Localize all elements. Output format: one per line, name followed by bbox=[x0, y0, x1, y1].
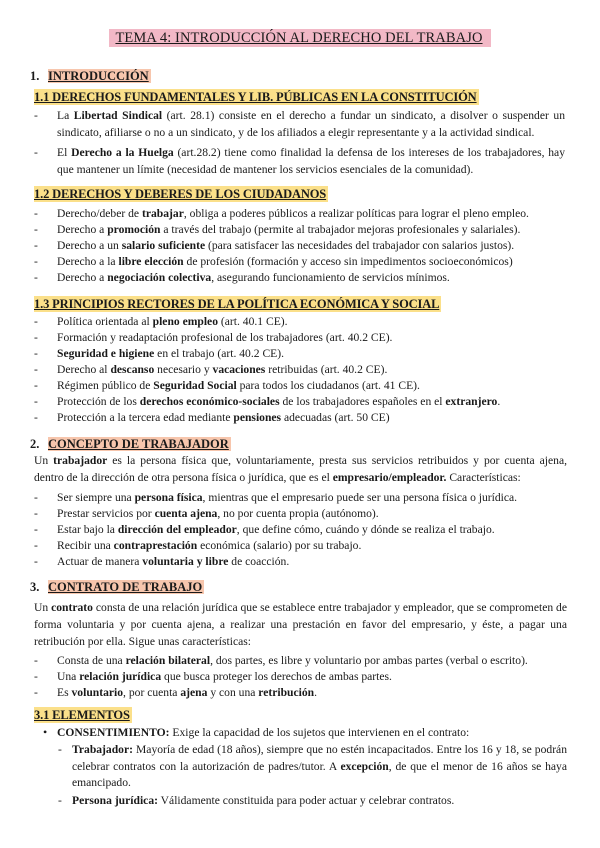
list-item: - Seguridad e higiene en el trabajo (art. 40.2 CE). bbox=[34, 347, 285, 360]
section-3-heading bbox=[30, 579, 204, 595]
subsection-1-1-heading: 1.1 DERECHOS FUNDAMENTALES Y LIB. PÚBLICAS EN LA CONSTITUCIÓN bbox=[34, 90, 477, 104]
list-item: - Derecho al descanso necesario y vacaciones retribuidas (art. 40.2 CE). bbox=[34, 363, 388, 376]
section-2-number: 2. bbox=[30, 437, 40, 451]
section-2-title: CONCEPTO DE TRABAJADOR bbox=[48, 437, 229, 451]
title-container bbox=[0, 29, 600, 47]
subsection-1-2-heading: 1.2 DERECHOS Y DEBERES DE LOS CIUDADANOS bbox=[34, 187, 327, 201]
list-item: - Política orientada al pleno empleo (art. 40.1 CE). bbox=[34, 315, 288, 328]
list-item: - Consta de una relación bilateral, dos partes, es libre y voluntario por ambas partes (verbal o escrito). bbox=[34, 654, 528, 667]
section-2-heading bbox=[30, 436, 231, 452]
list-item: - Formación y readaptación profesional de los trabajadores (art. 40.2 CE). bbox=[34, 331, 393, 344]
list-item: - Actuar de manera voluntaria y libre de coacción. bbox=[34, 555, 290, 568]
section-2-intro: Un trabajador es la persona física que, voluntariamente, presta sus servicios retribuidos y por cuenta ajena, dentro de la dirección de otra persona física o jurídica, que es el empresario/empleador. Características: bbox=[34, 454, 567, 484]
bullet-icon: • bbox=[43, 725, 48, 739]
list-item: - Derecho a un salario suficiente (para satisfacer las necesidades del trabajador con salarios justos). bbox=[34, 239, 515, 252]
list-item: - Derecho a negociación colectiva, asegurando funcionamiento de servicios mínimos. bbox=[34, 271, 450, 284]
section-3-number: 3. bbox=[30, 580, 40, 594]
list-item: - Una relación jurídica que busca proteger los derechos de ambas partes. bbox=[34, 670, 392, 683]
list-item: - La Libertad Sindical (art. 28.1) consiste en el derecho a fundar un sindicato, a disolver o suspender un sindicato, afiliarse o no a un sindicato, y de los afiliados a elegir representante y a la actividad sindical. bbox=[34, 109, 565, 139]
section-3-title: CONTRATO DE TRABAJO bbox=[48, 580, 203, 594]
list-item: - Protección a la tercera edad mediante pensiones adecuadas (art. 50 CE) bbox=[34, 411, 390, 424]
subsection-1-3-heading: 1.3 PRINCIPIOS RECTORES DE LA POLÍTICA ECONÓMICA Y SOCIAL bbox=[34, 297, 440, 311]
section-1-heading bbox=[30, 68, 151, 84]
list-item: - Recibir una contraprestación económica (salario) por su trabajo. bbox=[34, 539, 362, 552]
list-item: - El Derecho a la Huelga (art.28.2) tiene como finalidad la defensa de los intereses de los trabajadores, hay que mantener un límite (necesidad de mantener los servicios esenciales de la comunidad). bbox=[34, 146, 565, 176]
section-3-intro: Un contrato consta de una relación jurídica que se establece entre trabajador y empleador, que se comprometen de forma voluntaria y por cuenta ajena, a realizar una prestación en favor del empresario, y éste, a pagar una retribución por ella. Sigue unas características: bbox=[34, 601, 567, 648]
list-item: - Es voluntario, por cuenta ajena y con una retribución. bbox=[34, 686, 318, 699]
list-item: - Derecho/deber de trabajar, obliga a poderes públicos a realizar políticas para lograr el pleno empleo. bbox=[34, 207, 529, 220]
list-item: - Régimen público de Seguridad Social para todos los ciudadanos (art. 41 CE). bbox=[34, 379, 420, 392]
list-item: - Protección de los derechos económico-sociales de los trabajadores españoles en el extranjero. bbox=[34, 395, 501, 408]
list-item: - Estar bajo la dirección del empleador, que define cómo, cuándo y dónde se realiza el trabajo. bbox=[34, 523, 495, 536]
list-item: - Ser siempre una persona física, mientras que el empresario puede ser una persona física o jurídica. bbox=[34, 491, 518, 504]
worker-item: - Trabajador: Mayoría de edad (18 años), siempre que no estén incapacitados. Entre los 16 y 18, se podrán celebrar contratos con la autorización de padres/tutor. A excepción, de que el menor de 16 años se haya emancipado. bbox=[58, 743, 567, 789]
section-1-title: INTRODUCCIÓN bbox=[48, 69, 149, 83]
list-item: - Prestar servicios por cuenta ajena, no por cuenta propia (autónomo). bbox=[34, 507, 379, 520]
section-1-number: 1. bbox=[30, 69, 40, 83]
consent-item: • CONSENTIMIENTO: Exige la capacidad de los sujetos que intervienen en el contrato: bbox=[43, 725, 470, 739]
document-title: TEMA 4: INTRODUCCIÓN AL DERECHO DEL TRABAJO bbox=[109, 29, 490, 47]
list-item: - Derecho a la libre elección de profesión (formación y acceso sin impedimentos socioeconómicos) bbox=[34, 255, 513, 268]
legal-person-item: - Persona jurídica: Válidamente constituida para poder actuar y celebrar contratos. bbox=[58, 794, 455, 807]
list-item: - Derecho a promoción a través del trabajo (permite al trabajador mejoras profesionales y salariales). bbox=[34, 223, 521, 236]
subsection-3-1-heading: 3.1 ELEMENTOS bbox=[34, 708, 130, 722]
